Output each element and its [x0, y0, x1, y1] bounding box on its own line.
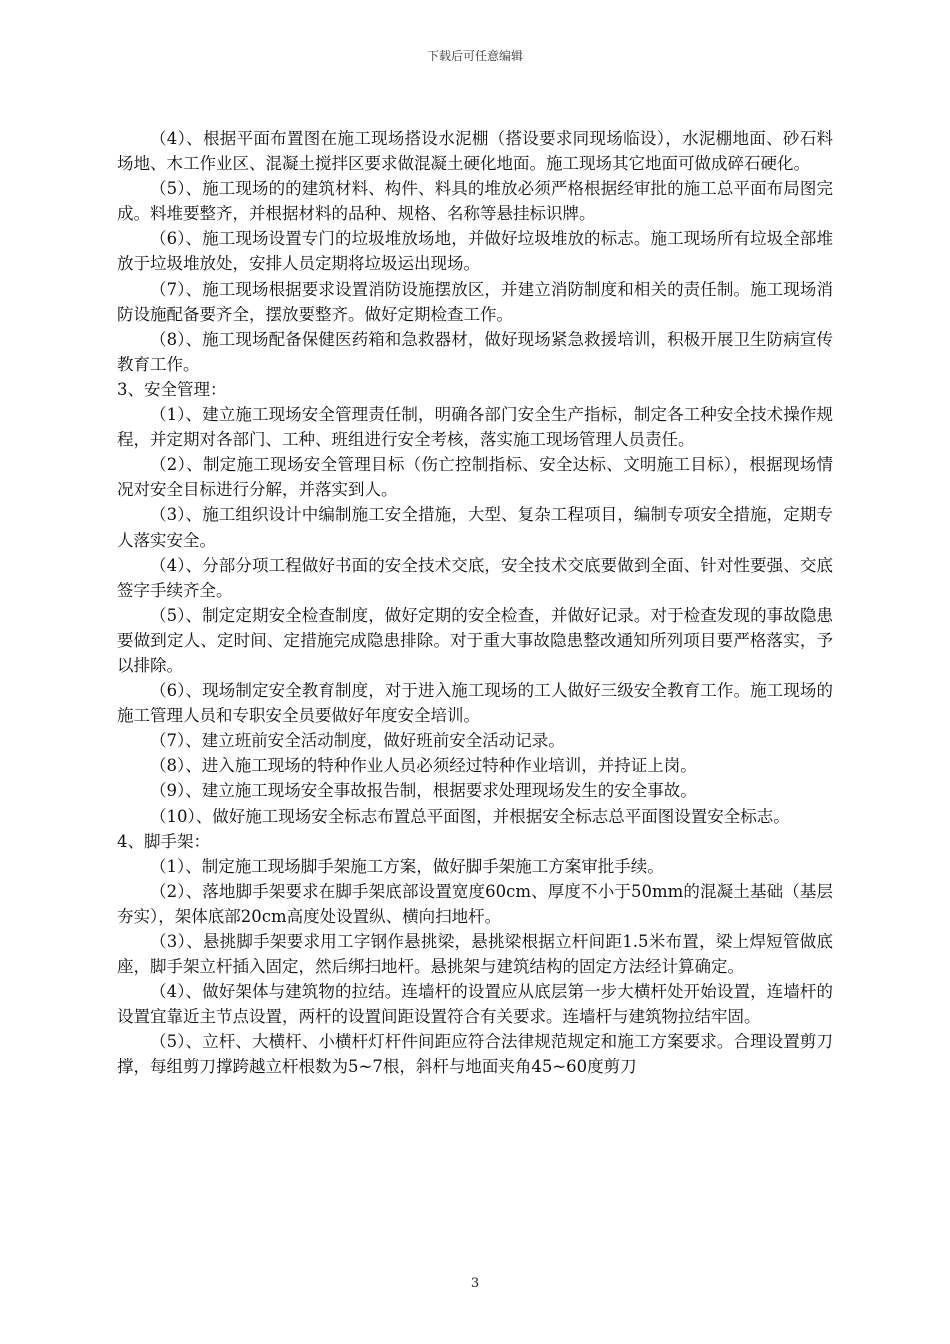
- list-item: （5）、立杆、大横杆、小横杆灯杆件间距应符合法律规范规定和施工方案要求。合理设置剪刀撑，每组剪刀撑跨越立杆根数为5~7根，斜杆与地面夹角45~60度剪刀: [117, 1032, 833, 1077]
- list-item: （10）、做好施工现场安全标志布置总平面图，并根据安全标志总平面图设置安全标志。: [150, 806, 790, 826]
- list-item: （6）、现场制定安全教育制度，对于进入施工现场的工人做好三级安全教育工作。施工现场的施工管理人员和专职安全员要做好年度安全培训。: [117, 681, 833, 726]
- list-item: （8）、进入施工现场的特种作业人员必须经过特种作业培训，并持证上岗。: [150, 756, 697, 776]
- list-item: （3）、悬挑脚手架要求用工字钢作悬挑梁，悬挑梁根据立杆间距1.5米布置，梁上焊短管做底座，脚手架立杆插入固定，然后绑扫地杆。悬挑架与建筑结构的固定方法经计算确定。: [117, 932, 833, 977]
- list-item: （7）、建立班前安全活动制度，做好班前安全活动记录。: [150, 731, 565, 751]
- page-header: 下载后可任意编辑: [426, 49, 523, 63]
- list-item: （2）、制定施工现场安全管理目标（伤亡控制指标、安全达标、文明施工目标），根据现场情况对安全目标进行分解，并落实到人。: [117, 455, 833, 500]
- list-item: （6）、施工现场设置专门的垃圾堆放场地，并做好垃圾堆放的标志。施工现场所有垃圾全部堆放于垃圾堆放处，安排人员定期将垃圾运出现场。: [117, 229, 833, 274]
- page-number: 3: [470, 1276, 480, 1291]
- document-body: [117, 126, 833, 1080]
- list-item: （4）、做好架体与建筑物的拉结。连墙杆的设置应从底层第一步大横杆处开始设置，连墙杆的设置宜靠近主节点设置，两杆的设置间距设置符合有关要求。连墙杆与建筑物拉结牢固。: [117, 982, 833, 1027]
- list-item: （9）、建立施工现场安全事故报告制，根据要求处理现场发生的安全事故。: [150, 781, 697, 801]
- section-heading: 3、安全管理：: [117, 379, 227, 399]
- list-item: （1）、制定施工现场脚手架施工方案，做好脚手架施工方案审批手续。: [150, 856, 664, 876]
- list-item: （5）、施工现场的的建筑材料、构件、料具的堆放必须严格根据经审批的施工总平面布局图完成。料堆要整齐，并根据材料的品种、规格、名称等悬挂标识牌。: [117, 179, 833, 224]
- list-item: （1）、建立施工现场安全管理责任制，明确各部门安全生产指标，制定各工种安全技术操作规程，并定期对各部门、工种、班组进行安全考核，落实施工现场管理人员责任。: [117, 405, 833, 450]
- list-item: （7）、施工现场根据要求设置消防设施摆放区，并建立消防制度和相关的责任制。施工现场消防设施配备要齐全，摆放要整齐。做好定期检查工作。: [117, 279, 833, 324]
- list-item: （4）、根据平面布置图在施工现场搭设水泥棚（搭设要求同现场临设），水泥棚地面、砂石料场地、木工作业区、混凝土搅拌区要求做混凝土硬化地面。施工现场其它地面可做成碎石硬化。: [117, 129, 833, 174]
- list-item: （4）、分部分项工程做好书面的安全技术交底，安全技术交底要做到全面、针对性要强、交底签字手续齐全。: [117, 555, 833, 600]
- section-heading: 4、脚手架：: [117, 831, 210, 851]
- list-item: （2）、落地脚手架要求在脚手架底部设置宽度60cm、厚度不小于50mm的混凝土基础（基层夯实），架体底部20cm高度处设置纵、横向扫地杆。: [117, 881, 833, 926]
- list-item: （5）、制定定期安全检查制度，做好定期的安全检查，并做好记录。对于检查发现的事故隐患要做到定人、定时间、定措施完成隐患排除。对于重大事故隐患整改通知所列项目要严格落实，予以排除。: [117, 605, 833, 675]
- list-item: （3）、施工组织设计中编制施工安全措施，大型、复杂工程项目，编制专项安全措施，定期专人落实安全。: [117, 505, 833, 550]
- list-item: （8）、施工现场配备保健医药箱和急救器材，做好现场紧急救援培训，积极开展卫生防病宣传教育工作。: [117, 329, 833, 374]
